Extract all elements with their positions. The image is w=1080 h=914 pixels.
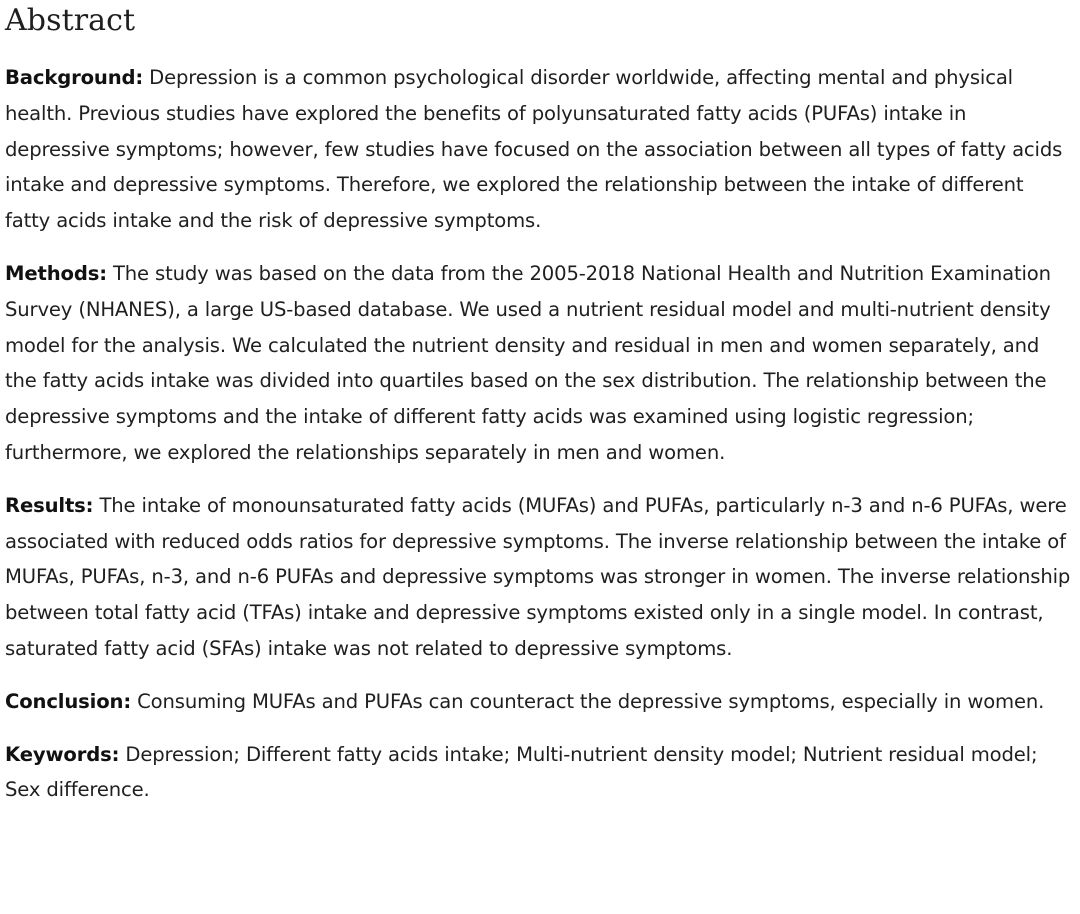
conclusion-text: Consuming MUFAs and PUFAs can counteract the depressive symptoms, especially in women. [131, 689, 1045, 713]
conclusion-paragraph [5, 684, 1073, 720]
abstract-container [5, 0, 1073, 808]
background-label: Background: [5, 66, 144, 89]
methods-label: Methods: [5, 261, 107, 285]
results-paragraph [5, 488, 1073, 667]
background-paragraph [5, 60, 1073, 239]
methods-paragraph [5, 256, 1073, 471]
keywords-label: Keywords: [5, 742, 120, 766]
methods-text: The study was based on the data from the 2005-2018 National Health and Nutrition Examination Survey (NHANES), a large US-based database. We used a nutrient residual model and multi-nutrient density model for the analysis. We calculated the nutrient density and residual in men and women separately, and the fatty acids intake was divided into quartiles based on the sex distribution. The relationship between the depressive symptoms and the intake of different fatty acids was examined using logistic regression; furthermore, we explored the relationships separately in men and women. [5, 261, 1051, 464]
keywords-text: Depression; Different fatty acids intake; Multi-nutrient density model; Nutrient residual model; Sex difference. [5, 742, 1038, 802]
abstract-heading: Abstract [5, 3, 136, 38]
background-text: Depression is a common psychological disorder worldwide, affecting mental and physical health. Previous studies have explored the benefits of polyunsaturated fatty acids (PUFAs) intake in depressive symptoms; however, few studies have focused on the association between all types of fatty acids intake and depressive symptoms. Therefore, we explored the relationship between the intake of different fatty acids intake and the risk of depressive symptoms. [5, 66, 1063, 233]
results-label: Results: [5, 493, 94, 517]
keywords-paragraph [5, 737, 1073, 809]
conclusion-label: Conclusion: [5, 689, 132, 713]
results-text: The intake of monounsaturated fatty acids (MUFAs) and PUFAs, particularly n-3 and n-6 PUFAs, were associated with reduced odds ratios for depressive symptoms. The inverse relationship between the intake of MUFAs, PUFAs, n-3, and n-6 PUFAs and depressive symptoms was stronger in women. The inverse relationship between total fatty acid (TFAs) intake and depressive symptoms existed only in a single model. In contrast, saturated fatty acid (SFAs) intake was not related to depressive symptoms. [5, 493, 1071, 660]
